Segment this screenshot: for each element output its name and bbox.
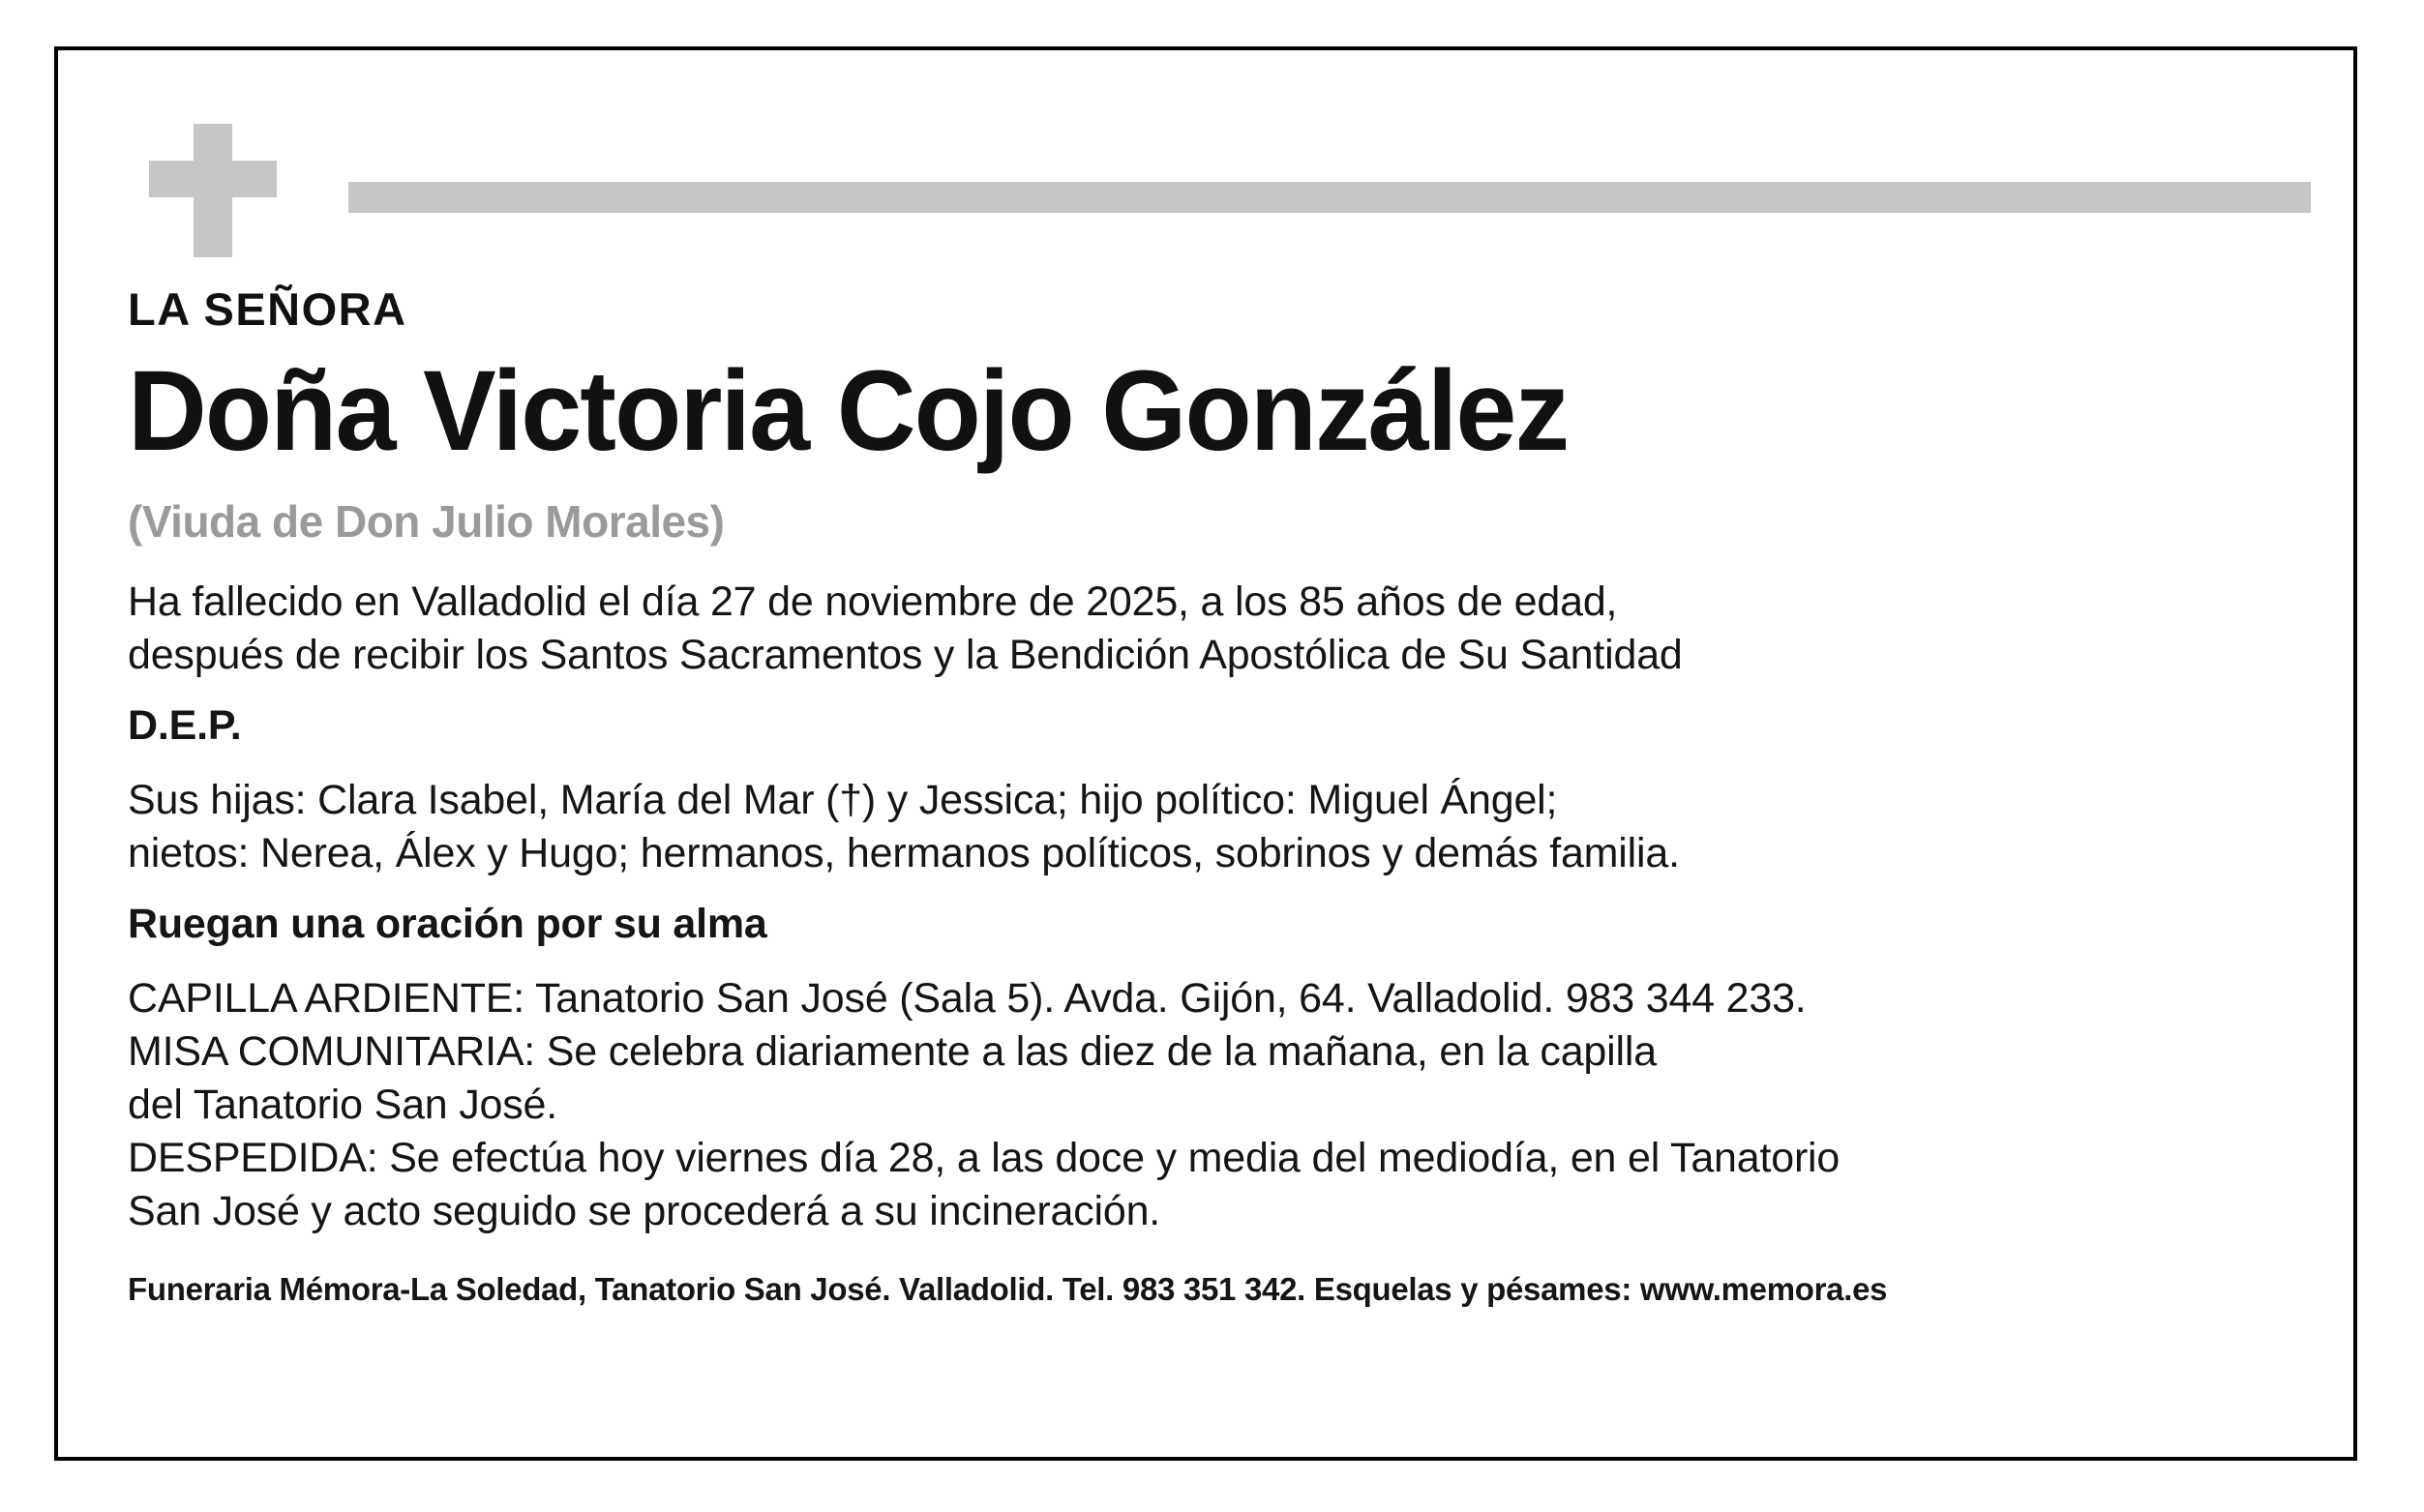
spouse-relation: (Viuda de Don Julio Morales)	[128, 496, 725, 548]
family-line-1: Sus hijas: Clara Isabel, María del Mar (†) y Jessica; hijo político: Miguel Ángel;	[128, 776, 1558, 823]
family-line-2: nietos: Nerea, Álex y Hugo; hermanos, hermanos políticos, sobrinos y demás familia.	[128, 829, 1680, 876]
mass-info-line-1: MISA COMUNITARIA: Se celebra diariamente a las diez de la mañana, en la capilla	[128, 1027, 1657, 1075]
prayer-request: Ruegan una oración por su alma	[128, 900, 767, 947]
deceased-name: Doña Victoria Cojo González	[128, 347, 1569, 475]
header-divider-bar	[348, 182, 2311, 213]
obituary-content	[128, 104, 2315, 1438]
honorific-kicker: LA SEÑORA	[128, 283, 407, 335]
farewell-info-line-2: San José y acto seguido se procederá a su incineración.	[128, 1187, 1161, 1234]
chapel-info: CAPILLA ARDIENTE: Tanatorio San José (Sala 5). Avda. Gijón, 64. Valladolid. 983 344 233.	[128, 974, 1807, 1022]
header-band	[128, 104, 2315, 259]
notice-body	[128, 576, 2315, 1238]
mass-info-line-2: del Tanatorio San José.	[128, 1081, 558, 1128]
dep-abbreviation: D.E.P.	[128, 701, 242, 749]
obituary-notice	[54, 46, 2357, 1461]
death-line-1: Ha fallecido en Valladolid el día 27 de noviembre de 2025, a los 85 años de edad,	[128, 578, 1618, 625]
cross-icon	[194, 124, 232, 257]
death-line-2: después de recibir los Santos Sacramentos y la Bendición Apostólica de Su Santidad	[128, 631, 1683, 678]
funeral-home-footer: Funeraria Mémora-La Soledad, Tanatorio San José. Valladolid. Tel. 983 351 342. Esquelas y pésames: www.memora.es	[128, 1271, 1888, 1308]
farewell-info-line-1: DESPEDIDA: Se efectúa hoy viernes día 28, a las doce y media del mediodía, en el Tanatorio	[128, 1134, 1840, 1181]
